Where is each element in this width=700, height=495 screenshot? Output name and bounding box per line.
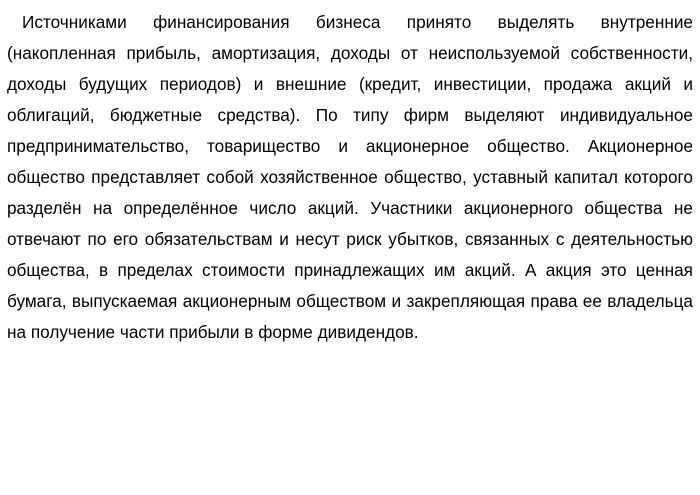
body-paragraph: Источниками финансирования бизнеса принято выделять внутренние (накопленная прибыль, амортизация, доходы от неиспользуемой собственности, доходы будущих периодов) и внешние (кредит, инвестиции, продажа акций и облигаций, бюджетные средства). По типу фирм выделяют индивидуальное предпринимательство, товарищество и акционерное общество. Акционерное общество представляет собой хозяйственное общество, уставный капитал которого разделён на определённое число акций. Участники акционерного общества не отвечают по его обязательствам и несут риск убытков, связанных с деятельностью общества, в пределах стоимости принадлежащих им акций. А акция это ценная бумага, выпускаемая акционерным обществом и закрепляющая права ее владельца на получение части прибыли в форме дивидендов.	[7, 12, 693, 342]
document-page	[7, 7, 693, 348]
